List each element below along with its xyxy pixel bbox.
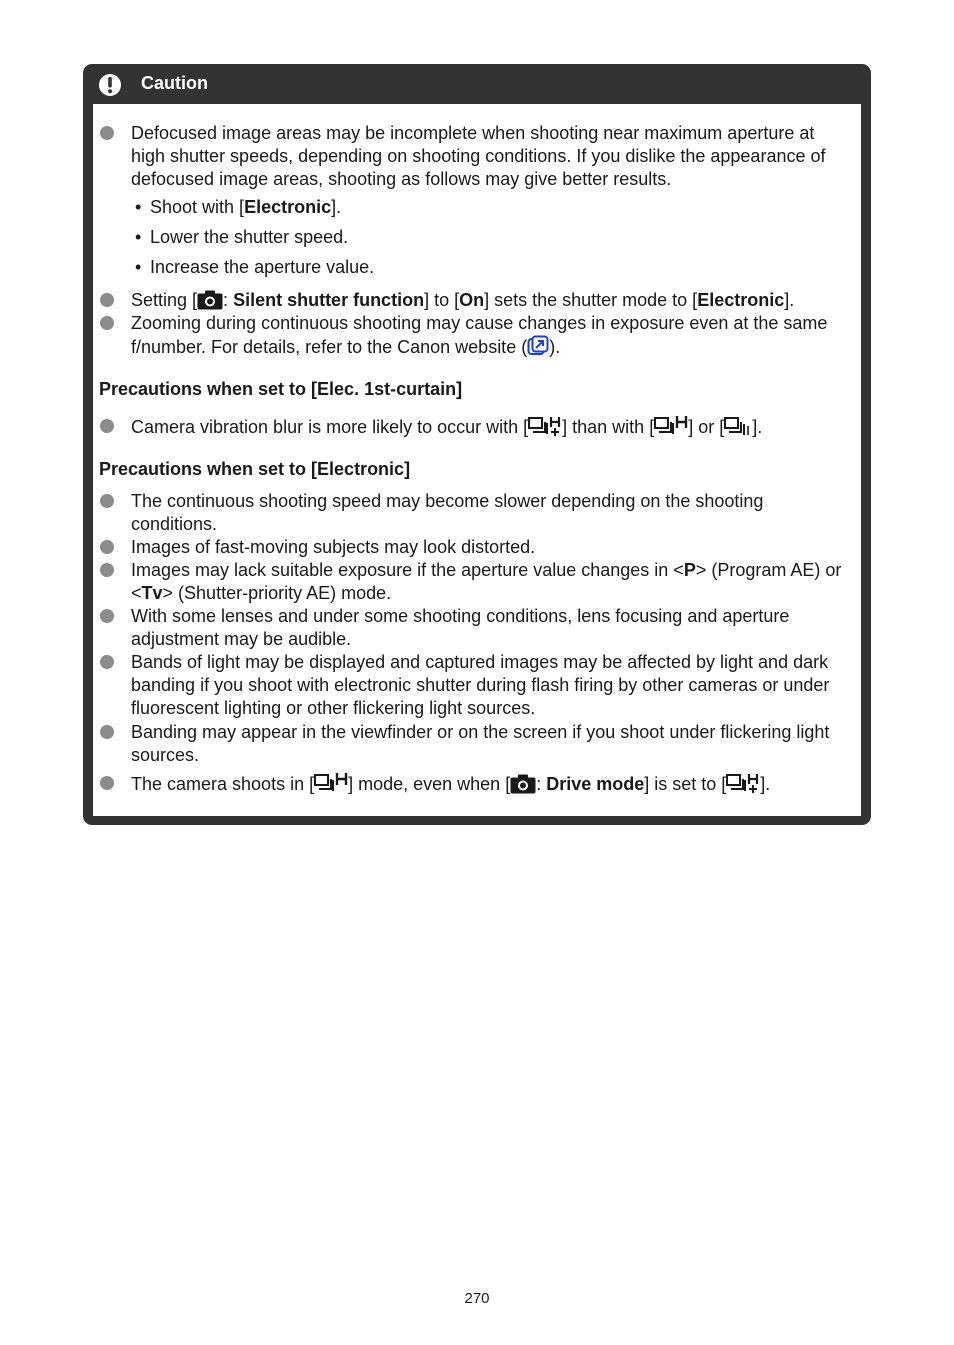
list-item: Defocused image areas may be incomplete when shooting near maximum aperture at high shutter speeds, depending on shooting conditions. If you dislike the appearance of defocused image areas, shooting as follows may give better results. <box>131 122 845 191</box>
bullet-icon <box>100 419 114 433</box>
list-item: The continuous shooting speed may become slower depending on the shooting conditions. <box>131 490 845 536</box>
list-item: Banding may appear in the viewfinder or on the screen if you shoot under flickering light sources. <box>131 721 845 767</box>
list-item: Setting [ : Silent shutter function] to [On] sets the shutter mode to [Electronic]. <box>131 289 845 312</box>
caution-header <box>83 64 871 104</box>
caution-box <box>83 64 871 825</box>
continuous-shooting-low-icon <box>724 415 752 437</box>
section-heading: Precautions when set to [Elec. 1st-curtain] <box>99 379 463 399</box>
bullet-icon <box>100 776 114 790</box>
exclamation-icon <box>98 73 122 97</box>
bullet-icon <box>100 609 114 623</box>
camera-icon <box>197 290 223 310</box>
list-item: The camera shoots in [ ] mode, even when [ : Drive mode] is set to [ ]. <box>131 772 845 796</box>
continuous-shooting-high-plus-icon <box>528 415 562 437</box>
sub-list-item: • Shoot with [Electronic]. <box>135 197 342 217</box>
bullet-icon <box>100 494 114 508</box>
continuous-shooting-high-plus-icon <box>726 772 760 794</box>
sub-list-item: • Increase the aperture value. <box>135 257 375 277</box>
bullet-icon <box>100 293 114 307</box>
bullet-icon <box>100 540 114 554</box>
list-item: Camera vibration blur is more likely to occur with [ ] than with [ ] or [ ]. <box>131 415 845 439</box>
list-item: With some lenses and under some shooting conditions, lens focusing and aperture adjustment may be audible. <box>131 605 845 651</box>
continuous-shooting-high-icon <box>314 772 348 794</box>
section-heading: Precautions when set to [Electronic] <box>99 459 411 479</box>
bullet-icon <box>100 126 114 140</box>
caution-title: Caution <box>141 73 208 93</box>
camera-icon <box>510 774 536 794</box>
external-link-icon[interactable] <box>527 335 549 357</box>
bullet-icon <box>100 316 114 330</box>
list-item: Images of fast-moving subjects may look distorted. <box>131 536 845 559</box>
bullet-icon <box>100 563 114 577</box>
sub-list-item: • Lower the shutter speed. <box>135 227 349 247</box>
continuous-shooting-high-icon <box>654 415 688 437</box>
list-item: Images may lack suitable exposure if the aperture value changes in <P> (Program AE) or <Tv> (Shutter-priority AE) mode. <box>131 559 845 605</box>
caution-body <box>93 104 861 816</box>
bullet-icon <box>100 655 114 669</box>
page-number: 270 <box>464 1290 490 1307</box>
bullet-icon <box>100 725 114 739</box>
list-item: Bands of light may be displayed and captured images may be affected by light and dark banding if you shoot with electronic shutter during flash firing by other cameras or under fluorescent lighting or other flickering light sources. <box>131 651 845 720</box>
list-item: Zooming during continuous shooting may cause changes in exposure even at the same f/number. For details, refer to the Canon website ( ). <box>131 312 845 359</box>
